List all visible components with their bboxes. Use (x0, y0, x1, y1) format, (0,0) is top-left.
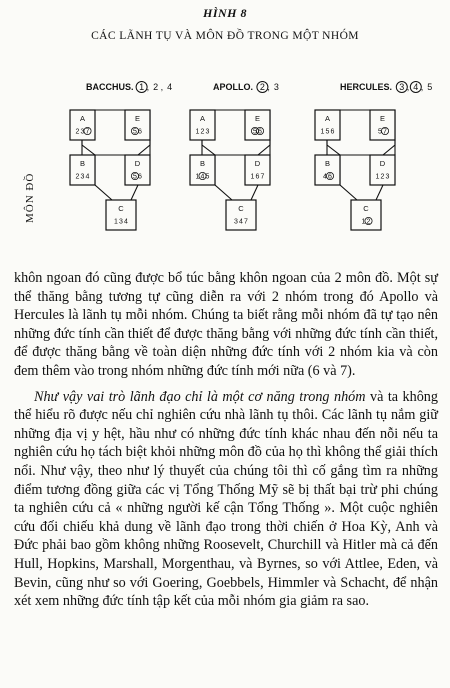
paragraph-1: khôn ngoan đó cũng được bổ túc bằng khôn ngoan của 2 môn đồ. Một sự thể thăng bằng tương tự cũng diễn ra với 2 nhóm trong đó Apollo và Hercules là lãnh tụ mỗi nhóm. Chúng ta biết rằng mỗi nhóm đã tự tạo nên những đức tính cần thiết để được thăng bằng với những đức tính cần thiết, để được thăng bằng về toàn diện những đức tính với 2 nhóm kia và còn đem thêm vào trong nhóm những đức tính mới nữa (6 và 7). (14, 270, 438, 379)
member-value: 4 (85, 173, 90, 181)
member-value: 6 (138, 173, 142, 181)
leader-name: APOLLO. (213, 82, 253, 92)
member-value: 4 (323, 173, 327, 181)
group-apollo (190, 82, 279, 231)
member-value: 3 (205, 128, 210, 136)
member-value: 7 (244, 218, 248, 226)
member-letter: A (199, 114, 206, 123)
paragraph-2-text: và ta không thể hiểu rõ được nếu chỉ nghiên cứu nhà lãnh tụ thôi. Các lãnh tụ nắm giữ những địa vị y hệt, hầu như có những đức tính khác nhau đến nỗi nếu ta nghiên cứu họ tách biệt khỏi những môn đồ của họ thì không thể giải thích nổi. Như vậy, theo như lý thuyết của chúng tôi thì cố gắng tìm ra những điểm tương đồng giữa các vị Tổng Thống Mỹ sẽ bị thất bại trừ phi chúng ta nghiên cứu cả « những người kế cận Tổng Thống ». Một cuộc nghiên cứu đối chiếu khả dung về lãnh đạo trong thời chiến ở Hoa Kỳ, Anh và Đức phải bao gồm không những Roosevelt, Churchill và Hitler mà cả đến Hull, Hopkins, Marshall, Morgenthau, và Byrnes, so với Attlee, Eden, và Bevin, cũng như so với Goering, Goebbels, Himmler và Schacht, để nhận xét xem những đức tính tập kết của mỗi nhóm gia giảm ra sao. (14, 388, 438, 610)
member-letter: E (134, 114, 141, 123)
paragraph-2-emphasis: Như vậy vai trò lãnh đạo chỉ là một cơ năng trong nhóm (34, 388, 366, 405)
member-value: 4 (124, 218, 128, 226)
member-value: 5 (133, 173, 137, 181)
leader-number: 3 (399, 82, 405, 92)
member-value: 2 (75, 128, 80, 136)
figure-title: CÁC LÃNH TỤ VÀ MÔN ĐỒ TRONG MỘT NHÓM (91, 30, 359, 42)
member-value: 3 (385, 173, 390, 181)
member-letter: D (379, 159, 386, 168)
group-diagram (0, 0, 450, 270)
member-value: 3 (80, 173, 85, 181)
member-letter: A (324, 114, 331, 123)
member-letter: E (254, 114, 261, 123)
body-text (14, 269, 438, 611)
leader-separator: , (406, 82, 410, 92)
leader-number: 2 (153, 82, 159, 92)
leader-number: 4 (413, 82, 419, 92)
member-value: 1 (320, 128, 325, 136)
member-letter: B (199, 159, 206, 168)
member-letter: B (324, 159, 331, 168)
member-value: 1 (195, 173, 200, 181)
leader-name: HERCULES. (340, 82, 393, 92)
leader-separator: , (160, 82, 164, 92)
leader-number: 4 (167, 82, 173, 92)
member-value: 1 (375, 173, 380, 181)
member-value: 5 (253, 128, 257, 136)
member-letter: E (379, 114, 386, 123)
member-value: 1 (114, 218, 118, 226)
leader-number: 1 (139, 82, 145, 92)
leader-number: 3 (273, 82, 279, 92)
leader-name: BACCHUS. (86, 82, 134, 92)
leader-number: 2 (259, 82, 265, 92)
member-value: 4 (200, 173, 205, 181)
figure-label: HÌNH 8 (202, 6, 247, 20)
leader-separator: , (267, 82, 270, 92)
member-value: 5 (325, 128, 330, 136)
member-value: 2 (380, 173, 385, 181)
member-value: 6 (330, 128, 335, 136)
member-value: 2 (75, 173, 80, 181)
member-value: 5 (133, 128, 137, 136)
member-value: 2 (366, 218, 371, 226)
member-value: 6 (138, 128, 142, 136)
member-value: 7 (383, 128, 387, 136)
group-bacchus (70, 82, 172, 231)
member-letter: D (134, 159, 141, 168)
member-value: 3 (234, 218, 238, 226)
member-letter: A (79, 114, 86, 123)
followers-axis-label: MÔN ĐỒ (24, 172, 36, 224)
member-value: 1 (195, 128, 200, 136)
member-letter: C (363, 204, 369, 213)
member-value: 6 (258, 128, 262, 136)
member-letter: D (254, 159, 261, 168)
member-value: 7 (260, 173, 265, 181)
member-value: 2 (200, 128, 205, 136)
paragraph-2 (14, 388, 438, 611)
member-value: 5 (205, 173, 210, 181)
member-value: 3 (80, 128, 85, 136)
member-value: 1 (361, 218, 366, 226)
member-letter: B (79, 159, 86, 168)
member-value: 5 (378, 128, 382, 136)
leader-number: 5 (427, 82, 433, 92)
leader-separator: , (146, 82, 150, 92)
leader-separator: , (420, 82, 424, 92)
group-hercules (315, 82, 432, 231)
member-value: 6 (328, 173, 332, 181)
member-value: 4 (239, 218, 243, 226)
member-value: 1 (250, 173, 255, 181)
member-letter: C (238, 204, 244, 213)
member-letter: C (118, 204, 124, 213)
member-value: 3 (119, 218, 123, 226)
member-value: 6 (255, 173, 260, 181)
member-value: 7 (85, 128, 90, 136)
